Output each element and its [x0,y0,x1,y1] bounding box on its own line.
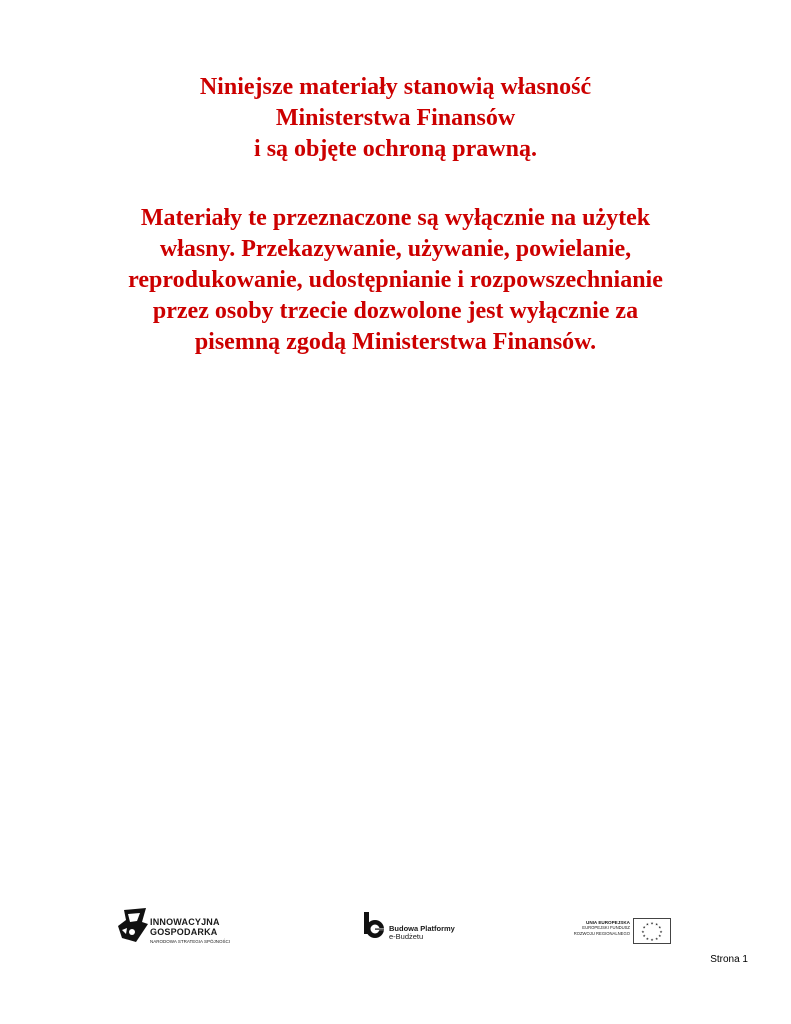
innowacyjna-gospodarka-logo [118,908,248,948]
logo-line-1: Budowa Platformy [389,924,455,933]
svg-text:★: ★ [642,934,646,938]
notice-line: Materiały te przeznaczone są wyłącznie na użytek [140,205,651,231]
notice-line: i są objęte ochroną prawną. [254,136,537,162]
logo-line-3: NARODOWA STRATEGIA SPÓJNOŚCI [150,939,231,944]
logo-line-2: GOSPODARKA [150,927,218,937]
svg-text:★: ★ [654,922,659,927]
notice-line: Niniejsze materiały stanowią własność [199,74,592,100]
svg-text:★: ★ [650,938,654,943]
innowacyjna-gospodarka-icon [118,908,148,942]
logo-line-1: UNIA EUROPEJSKA [586,920,630,925]
svg-text:★: ★ [659,929,663,934]
e-budzet-icon [363,912,387,940]
svg-text:★: ★ [645,922,650,927]
notice-line: Ministerstwa Finansów [275,105,516,131]
svg-text:★: ★ [654,936,659,941]
svg-text:★: ★ [642,925,646,930]
usage-restriction-notice [40,203,751,358]
logo-line-3: ROZWOJU REGIONALNEGO [573,930,630,936]
svg-text:★: ★ [641,929,645,934]
notice-line: przez osoby trzecie dozwolone jest wyłącznie za [152,298,639,324]
budowa-platformy-logo [363,912,463,942]
ownership-notice [40,72,751,165]
unia-europejska-logo [570,918,674,946]
page-number: Strona 1 [710,954,748,965]
notice-line: pisemną zgodą Ministerstwa Finansów. [194,329,597,355]
logo-line-2: e-Budżetu [389,932,424,941]
logo-line-2: EUROPEJSKI FUNDUSZ [582,925,630,931]
notice-line: własny. Przekazywanie, używanie, powielanie, [159,236,632,262]
logo-line-1: INNOWACYJNA [150,917,220,927]
svg-text:★: ★ [658,925,662,930]
svg-text:★: ★ [650,921,654,926]
svg-text:★: ★ [645,936,650,941]
eu-flag-icon [633,918,671,944]
notice-line: reprodukowanie, udostępnianie i rozpowszechnianie [128,267,663,293]
ue-text [570,920,630,936]
svg-text:★: ★ [658,934,662,938]
